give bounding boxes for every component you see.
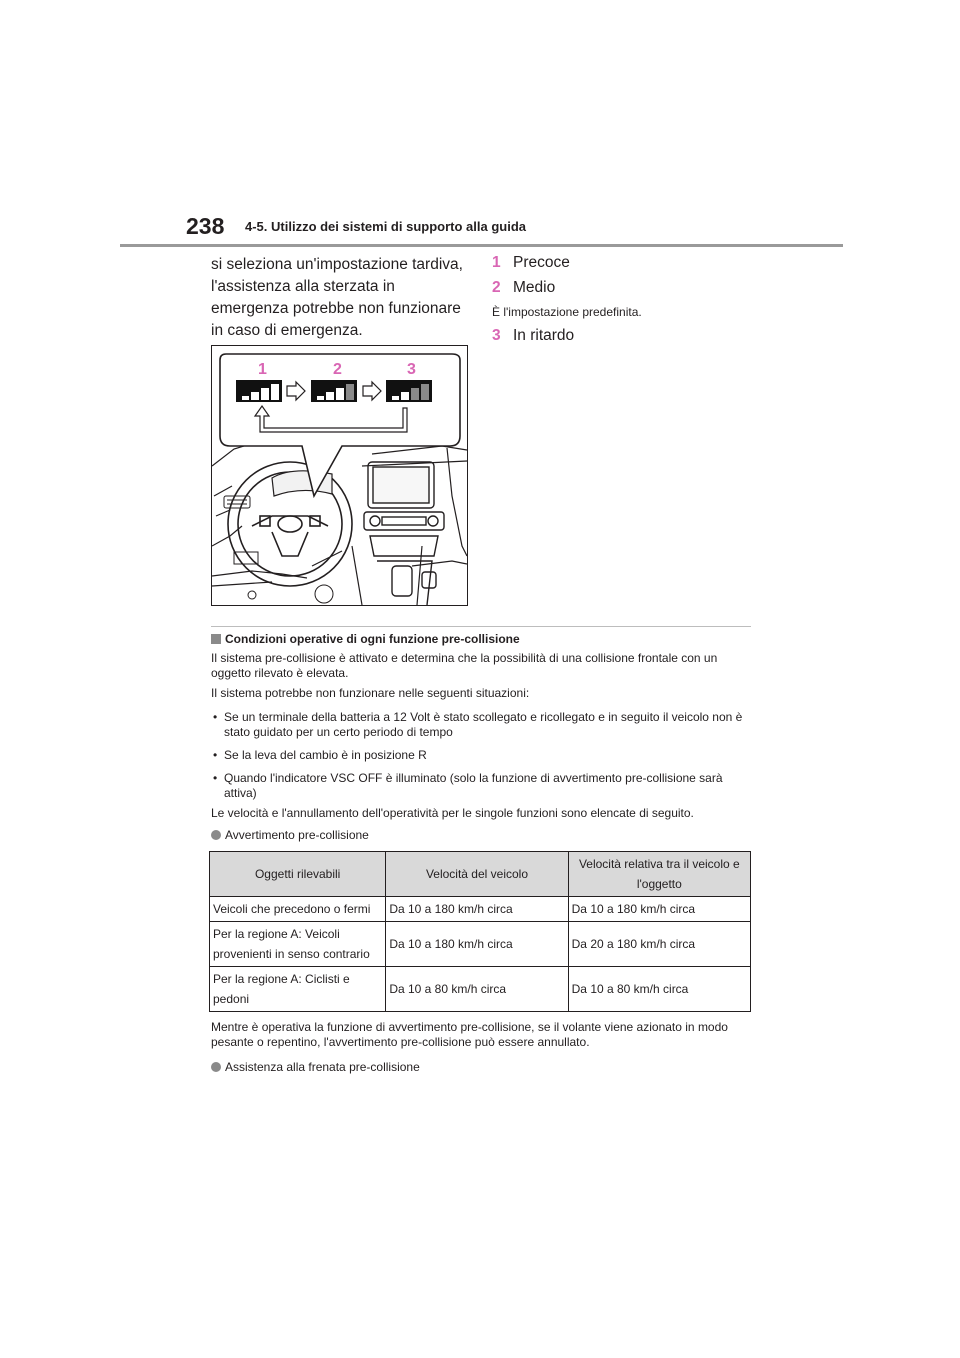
list-item-text: Quando l'indicatore VSC OFF è illuminato (solo la funzione di avvertimento pre-collisione sarà attiva) bbox=[224, 771, 723, 800]
callout-2: 2 bbox=[333, 361, 342, 378]
list-item bbox=[211, 771, 751, 801]
circle-heading bbox=[211, 1060, 420, 1074]
sub-heading bbox=[211, 632, 520, 646]
header-rule bbox=[120, 244, 843, 247]
table-cell: Da 10 a 180 km/h circa bbox=[386, 897, 568, 922]
step-2 bbox=[492, 279, 555, 297]
table-header-cell: Velocità del veicolo bbox=[386, 852, 568, 897]
table-header-cell: Velocità relativa tra il veicolo e l'oggetto bbox=[568, 852, 750, 897]
timing-indicator-medium bbox=[311, 380, 357, 402]
circle-heading bbox=[211, 828, 369, 842]
table-header-cell: Oggetti rilevabili bbox=[210, 852, 386, 897]
step-label: Medio bbox=[513, 279, 556, 296]
table-cell: Da 10 a 180 km/h circa bbox=[568, 897, 750, 922]
circle-bullet-icon bbox=[211, 830, 221, 840]
sub-heading-text: Condizioni operative di ogni funzione pre-collisione bbox=[225, 632, 520, 646]
page-number: 238 bbox=[186, 213, 225, 239]
table-cell: Per la regione A: Veicoli provenienti in senso contrario bbox=[210, 922, 386, 967]
intro-text: si seleziona un'impostazione tardiva, l'assistenza alla sterzata in emergenza potrebbe non funzionare in caso di emergenza. bbox=[211, 256, 463, 339]
square-bullet-icon bbox=[211, 634, 221, 644]
bullet-dot-icon: • bbox=[213, 771, 218, 785]
callout-3: 3 bbox=[407, 361, 416, 378]
paragraph: Il sistema pre-collisione è attivato e determina che la possibilità di una collisione frontale con un oggetto rilevato è elevata. bbox=[211, 651, 718, 680]
dashboard-drawing bbox=[212, 346, 467, 605]
paragraph: Il sistema potrebbe non funzionare nelle seguenti situazioni: bbox=[211, 686, 530, 700]
table-cell: Da 10 a 180 km/h circa bbox=[386, 922, 568, 967]
table-cell: Veicoli che precedono o fermi bbox=[210, 897, 386, 922]
table-header-row bbox=[210, 852, 751, 897]
callout-1: 1 bbox=[258, 361, 267, 378]
circle-heading-text: Assistenza alla frenata pre-collisione bbox=[225, 1060, 420, 1074]
table-cell: Da 20 a 180 km/h circa bbox=[568, 922, 750, 967]
step-note: È l'impostazione predefinita. bbox=[492, 305, 642, 319]
section-divider bbox=[211, 626, 751, 627]
timing-indicator-early bbox=[236, 380, 282, 402]
table-cell: Da 10 a 80 km/h circa bbox=[386, 967, 568, 1012]
step-label: Precoce bbox=[513, 254, 570, 271]
bullet-dot-icon: • bbox=[213, 710, 218, 724]
table-cell: Per la regione A: Ciclisti e pedoni bbox=[210, 967, 386, 1012]
step-3 bbox=[492, 327, 574, 345]
step-number: 3 bbox=[492, 327, 501, 344]
circle-bullet-icon bbox=[211, 1062, 221, 1072]
step-label: In ritardo bbox=[513, 327, 575, 344]
speed-table bbox=[209, 851, 751, 1012]
list-item bbox=[211, 748, 751, 763]
paragraph: Le velocità e l'annullamento dell'operatività per le singole funzioni sono elencate di seguito. bbox=[211, 806, 694, 820]
step-1 bbox=[492, 254, 570, 272]
step-number: 2 bbox=[492, 279, 501, 296]
table-cell: Da 10 a 80 km/h circa bbox=[568, 967, 750, 1012]
list-item-text: Se un terminale della batteria a 12 Volt è stato scollegato e ricollegato e in seguito il veicolo non è stato guidato per un certo periodo di tempo bbox=[224, 710, 743, 739]
list-item-text: Se la leva del cambio è in posizione R bbox=[224, 748, 427, 762]
table-row bbox=[210, 922, 751, 967]
step-number: 1 bbox=[492, 254, 501, 271]
bullet-dot-icon: • bbox=[213, 748, 218, 762]
list-item bbox=[211, 710, 751, 740]
circle-heading-text: Avvertimento pre-collisione bbox=[225, 828, 369, 842]
dashboard-illustration bbox=[211, 345, 468, 606]
paragraph: Mentre è operativa la funzione di avvertimento pre-collisione, se il volante viene azionato in modo pesante o repentino, l'avvertimento pre-collisione può essere annullato. bbox=[211, 1020, 728, 1049]
table-row bbox=[210, 897, 751, 922]
table-row bbox=[210, 967, 751, 1012]
timing-indicator-late bbox=[386, 380, 432, 402]
section-title: 4-5. Utilizzo dei sistemi di supporto alla guida bbox=[245, 219, 526, 234]
